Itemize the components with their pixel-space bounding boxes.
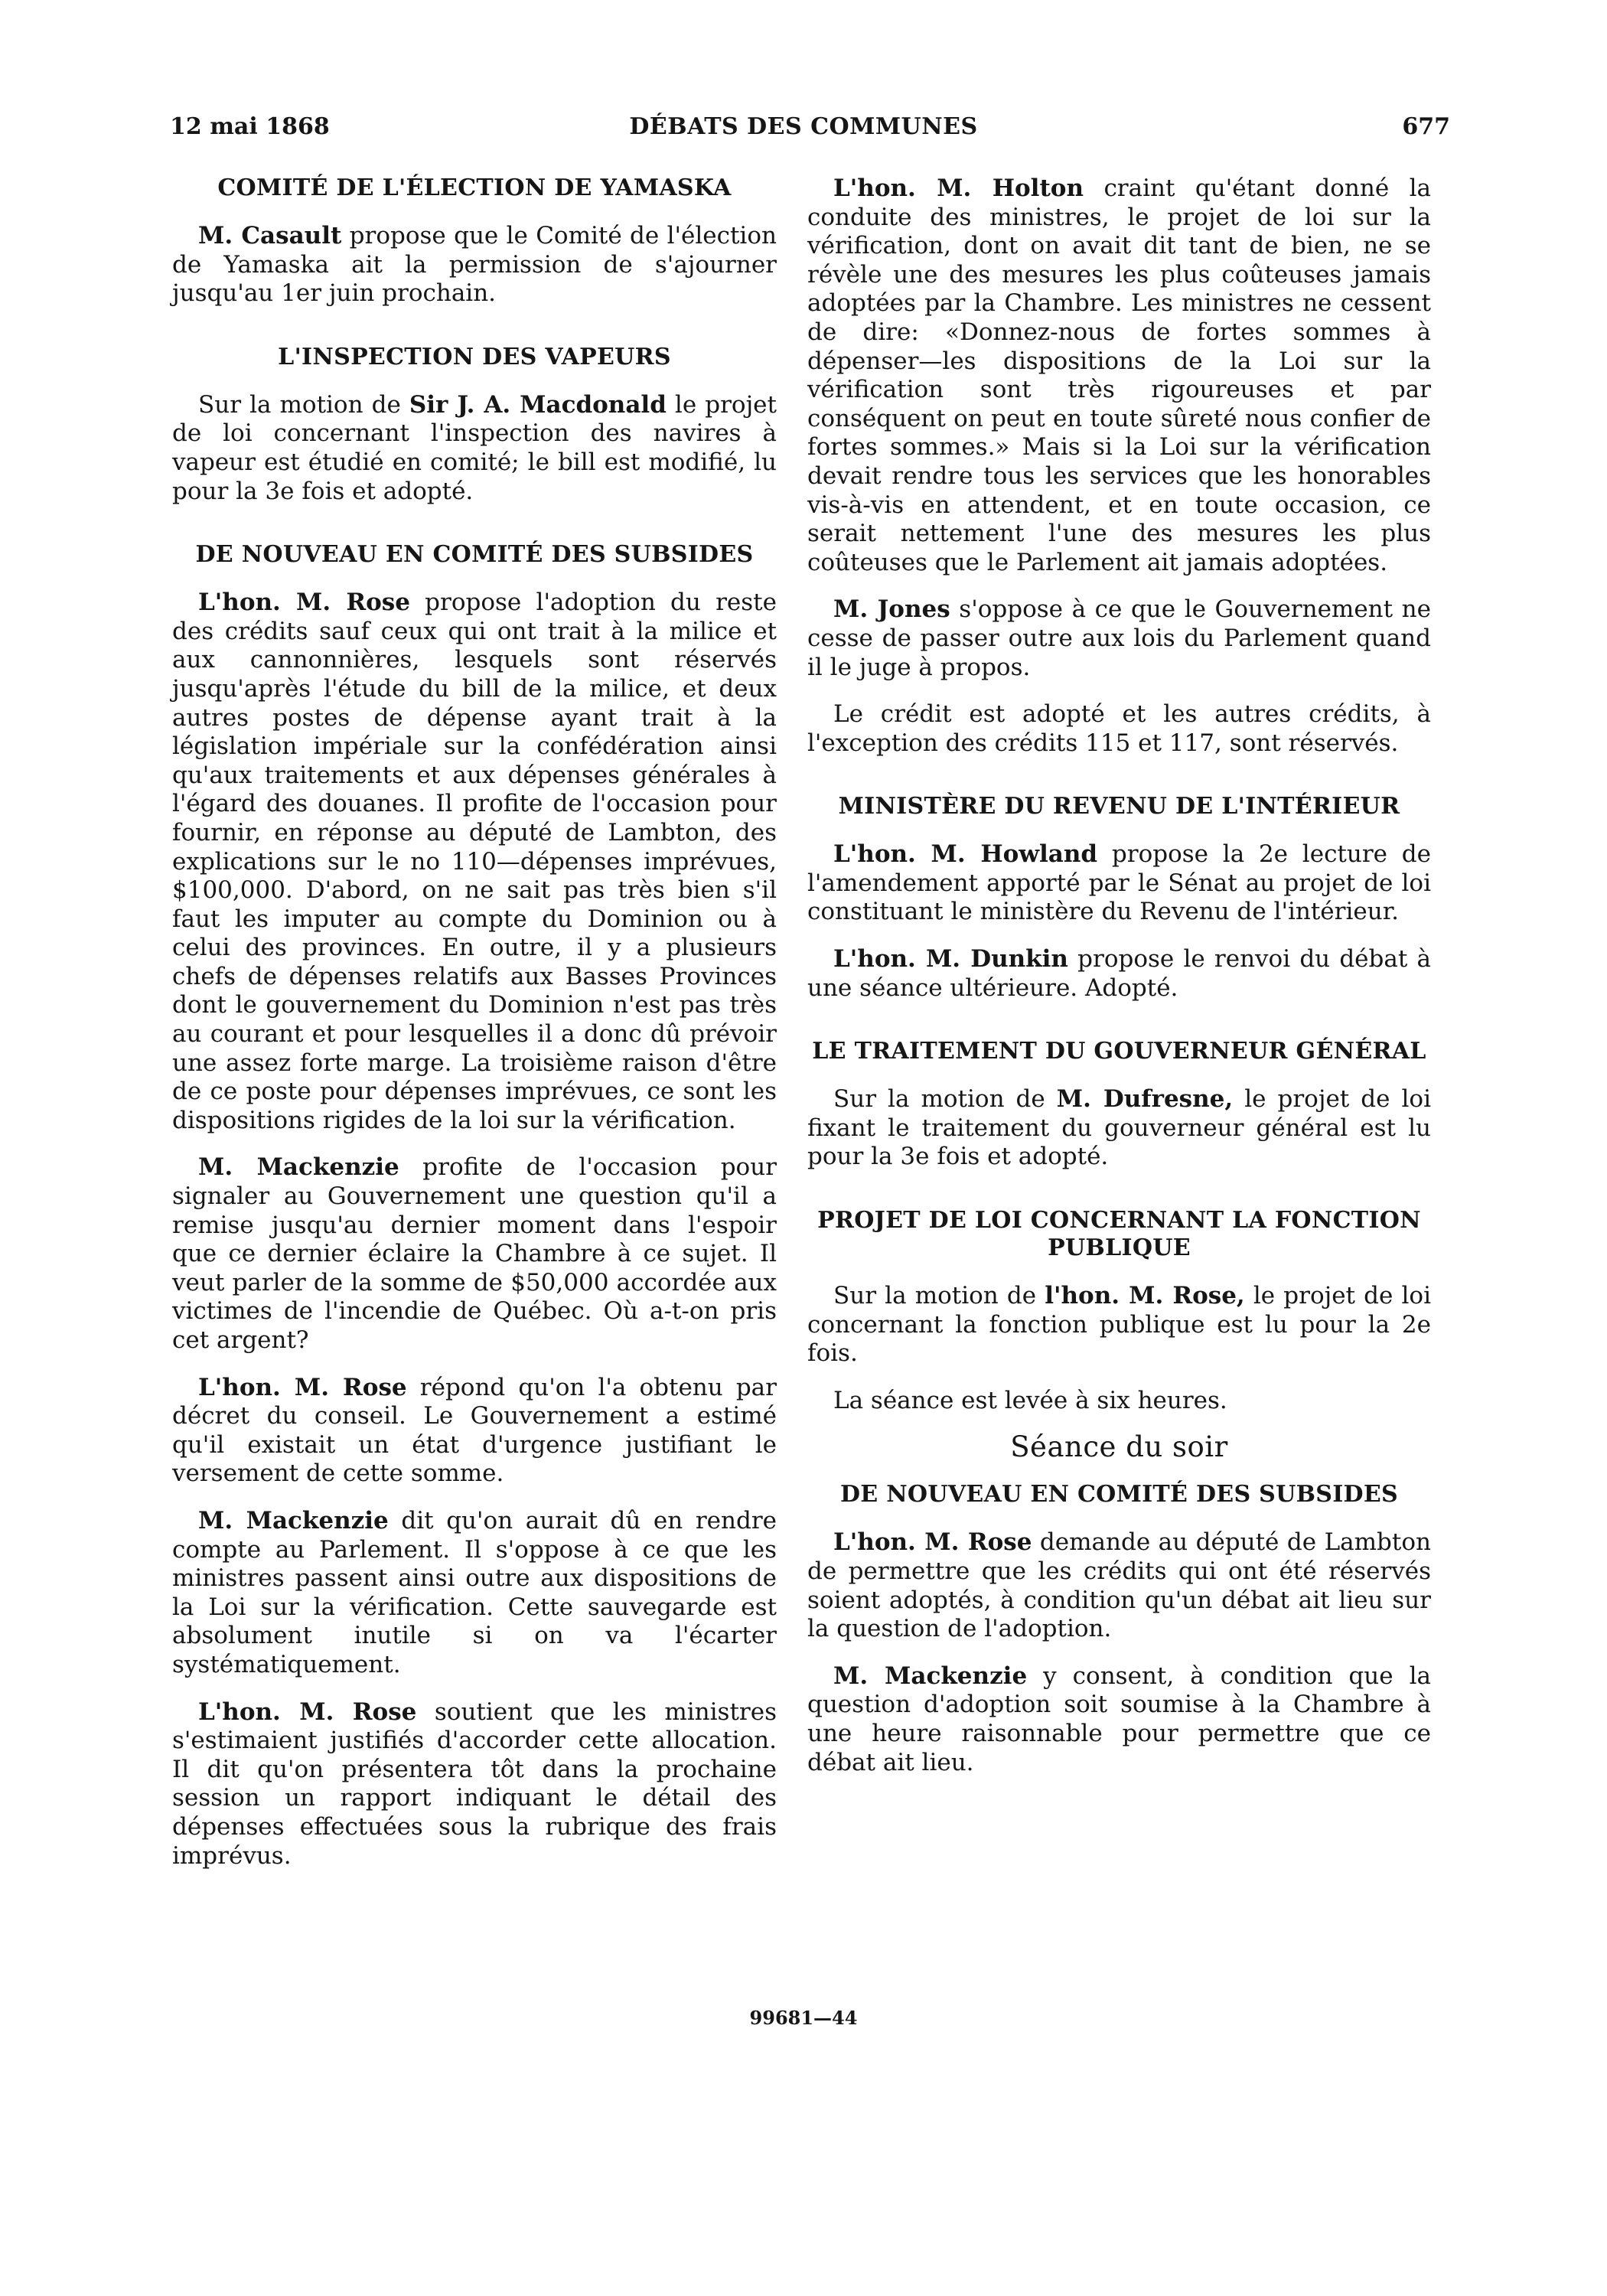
paragraph-text: soutient que les ministres s'estimaient justifiés d'accorder cette allocation. Il dit qu'on présentera tôt dans la prochaine session un rapport indiquant le détail des dépenses effectuées sous la rubrique des frais imprévus. <box>172 1698 777 1870</box>
paragraph <box>807 840 1431 927</box>
speaker-name: l'hon. M. Rose, <box>1045 1282 1245 1310</box>
section-heading: COMITÉ DE L'ÉLECTION DE YAMASKA <box>217 174 732 201</box>
paragraph-text: propose l'adoption du reste des crédits sauf ceux qui ont trait à la milice et aux cannonnières, lesquels sont réservés jusqu'après l'étude du bill de la milice, et deux autres postes de dépense ayant trait à la législation impériale sur la confédération ainsi qu'aux traitements et aux dépenses générales à l'égard des douanes. Il profite de l'occasion pour fournir, en réponse au député de Lambton, des explications sur le no 110—dépenses imprévues, $100,000. D'abord, on ne sait pas très bien s'il faut les imputer au compte du Dominion ou à celui des provinces. En outre, il y a plusieurs chefs de dépenses relatifs aux Basses Provinces dont le gouvernement du Dominion n'est pas très au courant et pour lesquelles il a donc dû prévoir une assez forte marge. La troisième raison d'être de ce poste pour dépenses imprévues, ce sont les dispositions rigides de la loi sur la vérification. <box>172 589 777 1134</box>
footer-code: 99681—44 <box>749 2007 858 2029</box>
paragraph <box>807 945 1431 1003</box>
paragraph <box>807 1662 1431 1777</box>
paragraph-text: le projet de loi fixant le traitement du gouverneur général est lu pour la 3e fois et adopté. <box>807 1085 1431 1171</box>
speaker-name: L'hon. M. Howland <box>833 840 1098 869</box>
running-head <box>0 113 1607 150</box>
paragraph-text: le projet de loi concernant la fonction publique est lu pour la 2e fois. <box>807 1282 1431 1368</box>
paragraph-text: Sur la motion de <box>833 1085 1057 1114</box>
paragraph <box>807 1528 1431 1643</box>
speaker-name: M. Jones <box>833 595 950 624</box>
paragraph-text: s'oppose à ce que le Gouvernement ne cesse de passer outre aux lois du Parlement quand il le juge à propos. <box>807 595 1431 681</box>
speaker-name: M. Mackenzie <box>833 1662 1028 1690</box>
header-page-number: 677 <box>1402 113 1450 140</box>
paragraph-text: propose le renvoi du débat à une séance ultérieure. Adopté. <box>807 945 1431 1002</box>
paragraph <box>172 1698 777 1871</box>
paragraph-text: profite de l'occasion pour signaler au Gouvernement une question qu'il a remise jusqu'au dernier moment dans l'espoir que ce dernier éclaire la Chambre à ce sujet. Il veut parler de la somme de $50,000 accordée aux victimes de l'incendie de Québec. Où a-t-on pris cet argent? <box>172 1153 777 1354</box>
section-heading: PROJET DE LOI CONCERNANT LA FONCTION PUBLIQUE <box>817 1207 1421 1262</box>
paragraph <box>172 222 777 308</box>
paragraph-text: Sur la motion de <box>833 1282 1045 1310</box>
section-heading: L'INSPECTION DES VAPEURS <box>278 343 671 370</box>
speaker-name: Sir J. A. Macdonald <box>409 390 667 419</box>
paragraph-text: le projet de loi concernant l'inspection des navires à vapeur est étudié en comité; le bill est modifié, lu pour la 3e fois et adopté. <box>172 390 777 505</box>
paragraph-text: craint qu'étant donné la conduite des ministres, le projet de loi sur la vérification, dont on avait dit tant de bien, ne se révèle une des mesures les plus coûteuses jamais adoptées par la Chambre. Les ministres ne cessent de dire: «Donnez-nous de fortes sommes à dépenser—les dispositions de la Loi sur la vérification sont très rigoureuses et par conséquent on peut en toute sûreté nous confier de fortes sommes.» Mais si la Loi sur la vérification devait rendre tous les services que les honorables vis-à-vis en attendent, et en toute occasion, ce serait nettement l'une des mesures les plus coûteuses que le Parlement ait jamais adoptées. <box>807 174 1432 576</box>
paragraph: La séance est levée à six heures. <box>833 1386 1227 1414</box>
section-heading: DE NOUVEAU EN COMITÉ DES SUBSIDES <box>839 1481 1398 1508</box>
left-column <box>172 174 777 1889</box>
paragraph <box>807 1282 1431 1368</box>
paragraph <box>172 589 777 1135</box>
paragraph-text: dit qu'on aurait dû en rendre compte au Parlement. Il s'oppose à ce que les ministres passent ainsi outre aux dispositions de la Loi sur la vérification. Cette sauvegarde est absolument inutile si on va l'écarter systématiquement. <box>172 1506 777 1678</box>
sitting-heading: Séance du soir <box>1010 1430 1228 1464</box>
paragraph <box>172 1507 777 1680</box>
paragraph-text: Sur la motion de <box>198 390 409 419</box>
speaker-name: L'hon. M. Holton <box>833 174 1084 202</box>
section-heading: MINISTÈRE DU REVENU DE L'INTÉRIEUR <box>838 793 1400 820</box>
paragraph-text: propose la 2e lecture de l'amendement apporté par le Sénat au projet de loi constituant le ministère du Revenu de l'intérieur. <box>807 840 1431 926</box>
speaker-name: M. Mackenzie <box>198 1506 389 1534</box>
speaker-name: L'hon. M. Rose <box>198 589 410 617</box>
section-heading: DE NOUVEAU EN COMITÉ DES SUBSIDES <box>195 541 754 569</box>
header-date: 12 mai 1868 <box>170 113 330 140</box>
paragraph-text: propose que le Comité de l'élection de Yamaska ait la permission de s'ajourner jusqu'au 1er juin prochain. <box>172 222 777 308</box>
section-heading: LE TRAITEMENT DU GOUVERNEUR GÉNÉRAL <box>812 1038 1426 1065</box>
speaker-name: L'hon. M. Rose <box>198 1373 407 1401</box>
speaker-name: L'hon. M. Dunkin <box>833 945 1068 974</box>
paragraph-text: y consent, à condition que la question d'adoption soit soumise à la Chambre à une heure raisonnable pour permettre que ce débat ait lieu. <box>807 1662 1431 1776</box>
speaker-name: L'hon. M. Rose <box>198 1698 417 1726</box>
right-column <box>807 174 1431 1795</box>
paragraph-text: répond qu'on l'a obtenu par décret du conseil. Le Gouvernement a estimé qu'il existait un état d'urgence justifiant le versement de cette somme. <box>172 1373 777 1488</box>
speaker-name: M. Dufresne, <box>1056 1085 1234 1114</box>
paragraph <box>172 1374 777 1489</box>
paragraph <box>807 174 1431 577</box>
paragraph <box>807 1085 1431 1172</box>
paragraph: Le crédit est adopté et les autres crédits, à l'exception des crédits 115 et 117, sont réservés. <box>807 700 1431 757</box>
paragraph-text: demande au député de Lambton de permettre que les crédits qui ont été réservés soient adoptés, à condition qu'un débat ait lieu sur la question de l'adoption. <box>807 1528 1431 1643</box>
paragraph <box>172 1153 777 1355</box>
paragraph <box>807 595 1431 682</box>
speaker-name: M. Casault <box>198 222 342 249</box>
paragraph <box>172 391 777 506</box>
speaker-name: M. Mackenzie <box>198 1153 399 1182</box>
speaker-name: L'hon. M. Rose <box>833 1528 1032 1557</box>
header-title: DÉBATS DES COMMUNES <box>629 113 978 140</box>
